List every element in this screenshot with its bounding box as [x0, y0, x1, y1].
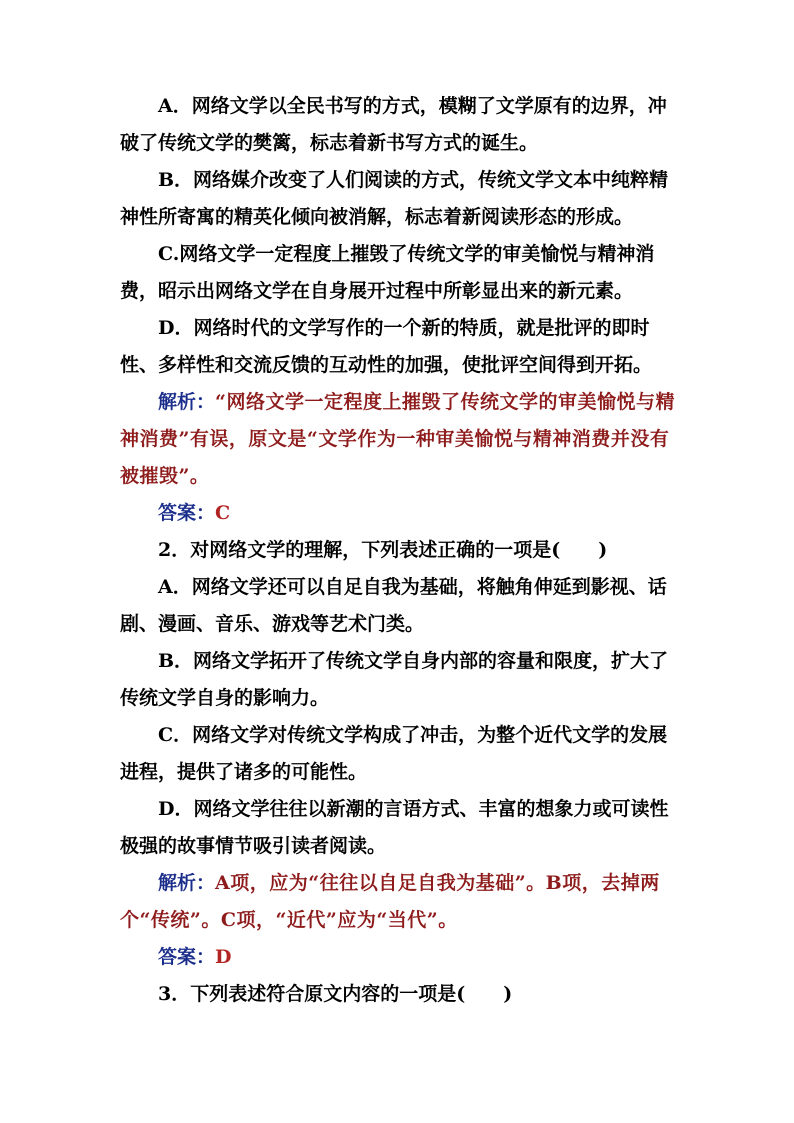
q2-answer-colon: ： — [196, 946, 216, 968]
q2-option-b: B．网络文学拓开了传统文学自身内部的容量和限度，扩大了传统文学自身的影响力。 — [120, 650, 669, 709]
q2-answer-value: D — [215, 946, 232, 968]
q2-option-a: A．网络文学还可以自足自我为基础，将触角伸延到影视、话剧、漫画、音乐、游戏等艺术门类。 — [120, 576, 667, 635]
q2-answer-label: 答案 — [158, 946, 197, 968]
q1-answer-value: C — [215, 502, 231, 524]
question-content — [120, 88, 678, 1013]
q1-option-b: B．网络媒介改变了人们阅读的方式，传统文学文本中纯粹精神性所寄寓的精英化倾向被消解，标志着新阅读形态的形成。 — [120, 169, 669, 228]
q2-analysis-text: A项，应为“往往以自足自我为基础”。B项，去掉两个“传统”。C项，“近代”应为“当代”。 — [120, 872, 660, 931]
q2-stem: 2．对网络文学的理解，下列表述正确的一项是( ) — [158, 539, 608, 561]
q1-analysis-label: 解析 — [158, 391, 197, 413]
q1-answer-colon: ： — [196, 502, 216, 524]
q3-stem: 3．下列表述符合原文内容的一项是( ) — [158, 983, 513, 1005]
q1-analysis — [120, 384, 678, 495]
q1-answer — [120, 495, 678, 532]
q2-option-d: D．网络文学往往以新潮的言语方式、丰富的想象力或可读性极强的故事情节吸引读者阅读。 — [120, 798, 669, 857]
q1-option-d: D．网络时代的文学写作的一个新的特质，就是批评的即时性、多样性和交流反馈的互动性的加强，使批评空间得到开拓。 — [120, 317, 653, 376]
q1-analysis-colon: ： — [196, 391, 216, 413]
q1-answer-label: 答案 — [158, 502, 197, 524]
q1-option-c: C.网络文学一定程度上摧毁了传统文学的审美愉悦与精神消费，昭示出网络文学在自身展开过程中所彰显出来的新元素。 — [120, 243, 655, 302]
q2-analysis-label: 解析 — [158, 872, 197, 894]
q2-answer — [120, 939, 678, 976]
q2-option-c: C．网络文学对传统文学构成了冲击，为整个近代文学的发展进程，提供了诸多的可能性。 — [120, 724, 668, 783]
q1-analysis-text: “网络文学一定程度上摧毁了传统文学的审美愉悦与精神消费”有误，原文是“文学作为一种审美愉悦与精神消费并没有被摧毁”。 — [120, 391, 675, 487]
q1-option-a: A．网络文学以全民书写的方式，模糊了文学原有的边界，冲破了传统文学的樊篱，标志着新书写方式的诞生。 — [120, 95, 667, 154]
q2-analysis — [120, 865, 678, 939]
q2-analysis-colon: ： — [196, 872, 216, 894]
